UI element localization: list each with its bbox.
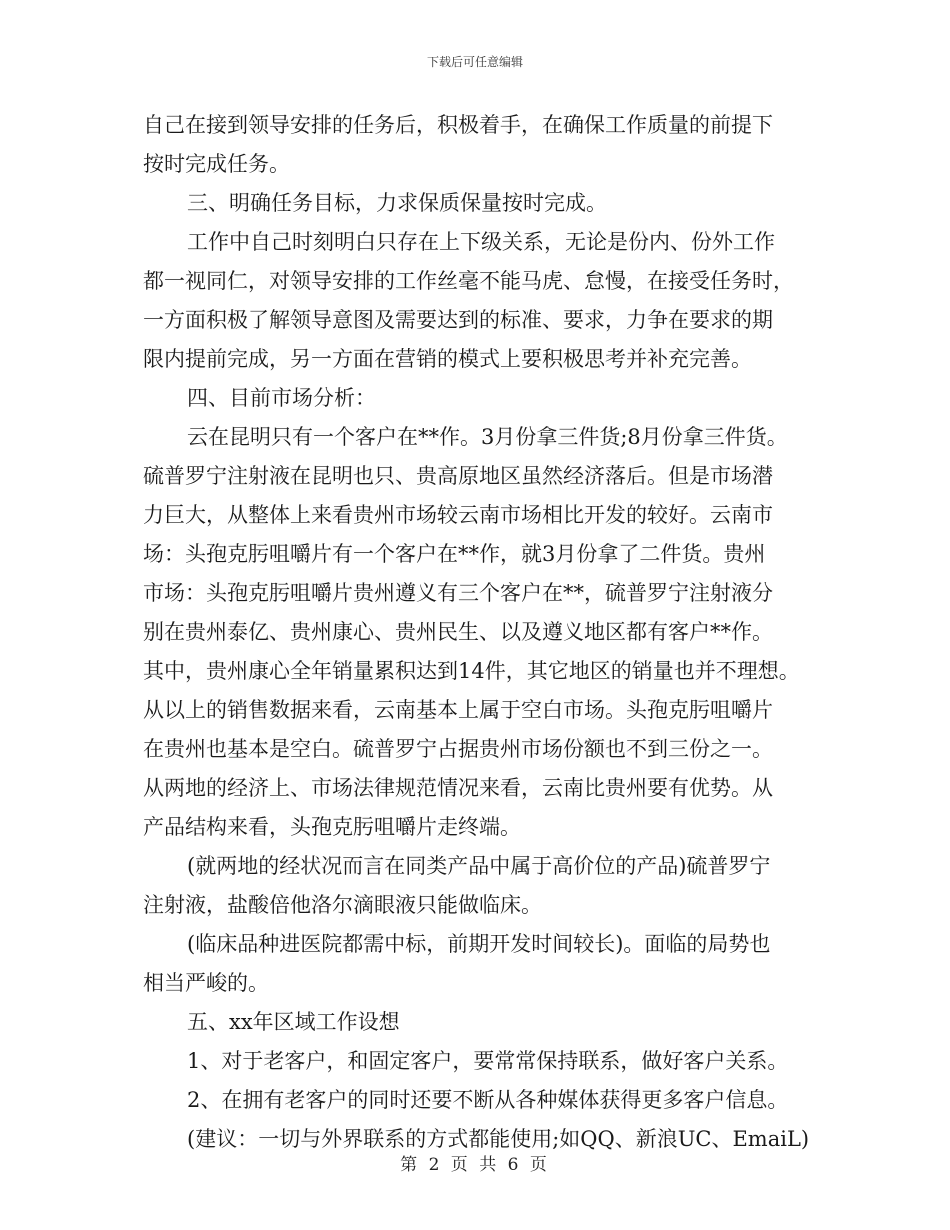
body-line: 都一视同仁，对领导安排的工作丝毫不能马虎、怠慢，在接受任务时，	[143, 269, 794, 293]
body-line: 工作中自己时刻明白只存在上下级关系，无论是份内、份外工作	[187, 230, 775, 254]
body-line: 场：头孢克肟咀嚼片有一个客户在**作，就3月份拿了二件货。贵州	[143, 542, 766, 566]
section-heading: 五、xx年区域工作设想	[187, 1010, 400, 1034]
body-line: 别在贵州泰亿、贵州康心、贵州民生、以及遵义地区都有客户**作。	[143, 620, 773, 644]
section-heading: 三、明确任务目标，力求保质保量按时完成。	[187, 191, 607, 215]
body-line: (建议：一切与外界联系的方式都能使用;如QQ、新浪UC、EmaiL)	[187, 1127, 810, 1151]
body-line: 力巨大，从整体上来看贵州市场较云南市场相比开发的较好。云南市	[143, 503, 773, 527]
body-line: (就两地的经状况而言在同类产品中属于高价位的产品)硫普罗宁	[187, 854, 771, 878]
list-item: 1、对于老客户，和固定客户，要常常保持联系，做好客户关系。	[187, 1049, 789, 1073]
body-line: 产品结构来看，头孢克肟咀嚼片走终端。	[143, 815, 521, 839]
body-line: 按时完成任务。	[143, 152, 290, 176]
body-line: 限内提前完成，另一方面在营销的模式上要积极思考并补充完善。	[143, 347, 752, 371]
body-line: 硫普罗宁注射液在昆明也只、贵高原地区虽然经济落后。但是市场潜	[143, 464, 773, 488]
body-line: 注射液，盐酸倍他洛尔滴眼液只能做临床。	[143, 893, 542, 917]
body-line: 在贵州也基本是空白。硫普罗宁占据贵州市场份额也不到三份之一。	[143, 737, 773, 761]
section-heading: 四、目前市场分析：	[187, 386, 376, 410]
page-number-footer: 第 2 页 共 6 页	[400, 1155, 550, 1175]
body-line: 自己在接到领导安排的任务后，积极着手，在确保工作质量的前提下	[143, 113, 773, 137]
list-item: 2、在拥有老客户的同时还要不断从各种媒体获得更多客户信息。	[187, 1088, 789, 1112]
body-line: 从以上的销售数据来看，云南基本上属于空白市场。头孢克肟咀嚼片	[143, 698, 773, 722]
body-line: 其中，贵州康心全年销量累积达到14件，其它地区的销量也并不理想。	[143, 659, 800, 683]
body-line: 云在昆明只有一个客户在**作。3月份拿三件货;8月份拿三件货。	[187, 425, 788, 449]
body-line: 相当严峻的。	[143, 971, 269, 995]
body-line: 从两地的经济上、市场法律规范情况来看，云南比贵州要有优势。从	[143, 776, 773, 800]
body-line: 一方面积极了解领导意图及需要达到的标准、要求，力争在要求的期	[143, 308, 773, 332]
document-body	[143, 106, 833, 1159]
body-line: 市场：头孢克肟咀嚼片贵州遵义有三个客户在**，硫普罗宁注射液分	[143, 581, 773, 605]
body-line: (临床品种进医院都需中标，前期开发时间较长)。面临的局势也	[187, 932, 771, 956]
page-header-note: 下载后可任意编辑	[426, 55, 523, 69]
